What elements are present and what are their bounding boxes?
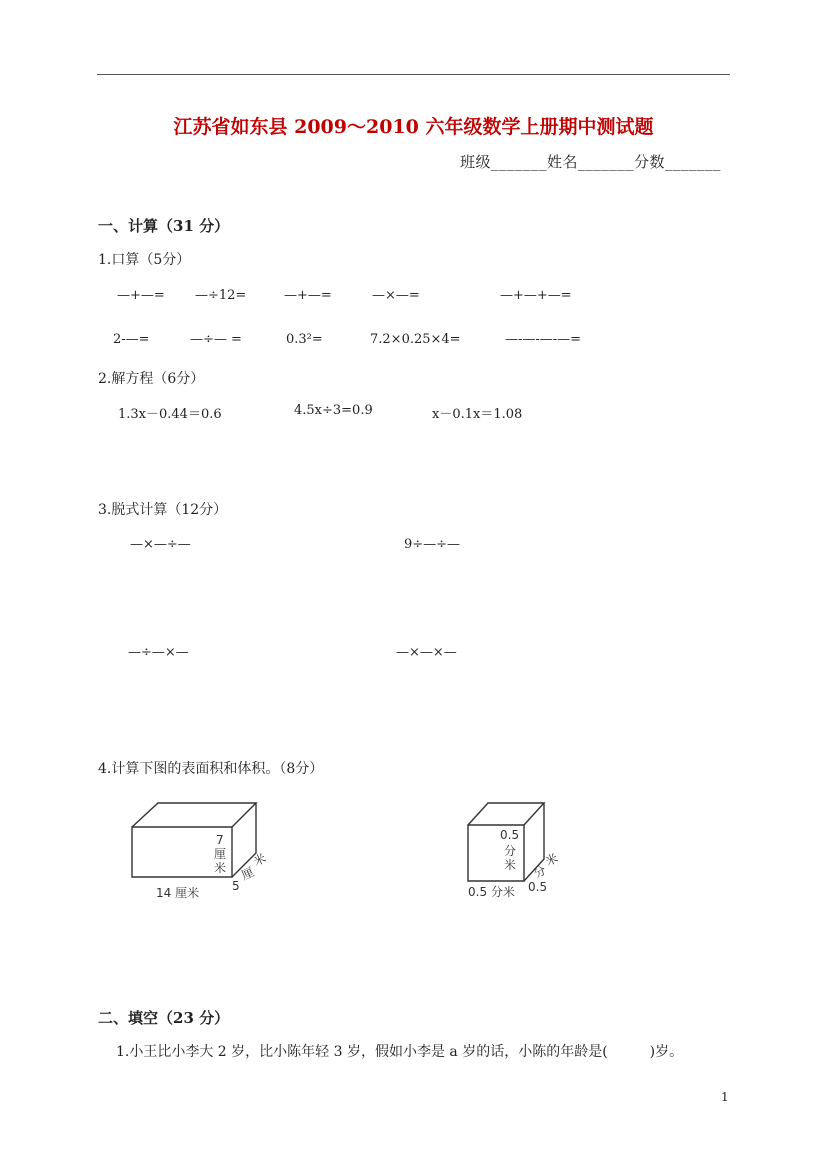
q1-row1-item: —÷12=	[195, 288, 247, 303]
q1-row2-item: 7.2×0.25×4=	[370, 332, 461, 347]
section-1-heading: 一、计算（31 分）	[98, 217, 230, 235]
q1-row2-item: —-—-—-—=	[505, 332, 582, 347]
q3-label: 3.脱式计算（12分）	[98, 502, 228, 518]
cube-width-label: 0.5 分米	[468, 885, 515, 899]
q2-equation: 1.3x－0.44＝0.6	[118, 407, 222, 422]
cube-height-unit: 分米	[504, 844, 517, 872]
student-info-line: 班级_______姓名_______分数_______	[459, 153, 721, 171]
cuboid-height-label: 7 厘米	[214, 833, 227, 875]
page-title: 江苏省如东县 2009～2010 六年级数学上册期中测试题	[173, 116, 654, 138]
cuboid-width-label: 14 厘米	[156, 886, 200, 900]
q2-label: 2.解方程（6分）	[98, 371, 205, 387]
cube-height-number: 0.5	[500, 828, 520, 842]
q4-label: 4.计算下图的表面积和体积。（8分）	[98, 761, 324, 777]
q2-equation: x－0.1x＝1.08	[432, 407, 523, 422]
q1-row2-item: —÷— =	[190, 332, 242, 347]
q1-row1-item: —+—+—=	[500, 288, 572, 303]
q1-row1-item: —+—=	[117, 288, 165, 303]
q2-equation: 4.5x÷3=0.9	[294, 403, 373, 418]
cube-depth-number: 0.5	[528, 880, 548, 894]
cuboid-depth-number: 5	[232, 879, 240, 893]
q1-row2-item: 2-—=	[113, 332, 150, 347]
page-number: 1	[721, 1090, 729, 1104]
fill-blank-q1: 1.小王比小李大 2 岁，比小陈年轻 3 岁，假如小李是 a 岁的话，小陈的年龄是( )岁。	[116, 1044, 684, 1060]
q3-expression: —×—×—	[396, 645, 457, 660]
q3-expression: 9÷—÷—	[404, 537, 461, 552]
cuboid-depth-unit-2: 米	[251, 850, 269, 869]
q1-label: 1.口算（5分）	[98, 252, 191, 268]
cuboid-depth-unit: 厘	[239, 864, 257, 883]
q1-row2-item: 0.3²=	[286, 332, 323, 347]
q1-row1-item: —×—=	[372, 288, 420, 303]
cube-depth-unit-2: 米	[543, 850, 561, 869]
q3-expression: —×—÷—	[130, 537, 191, 552]
cube-depth-unit: 分	[531, 862, 549, 881]
cuboid-figure	[128, 800, 288, 900]
section-2-heading: 二、填空（23 分）	[98, 1009, 230, 1027]
q3-expression: —÷—×—	[128, 645, 189, 660]
top-rule	[97, 74, 730, 75]
cube-figure	[464, 800, 574, 900]
q1-row1-item: —+—=	[284, 288, 332, 303]
